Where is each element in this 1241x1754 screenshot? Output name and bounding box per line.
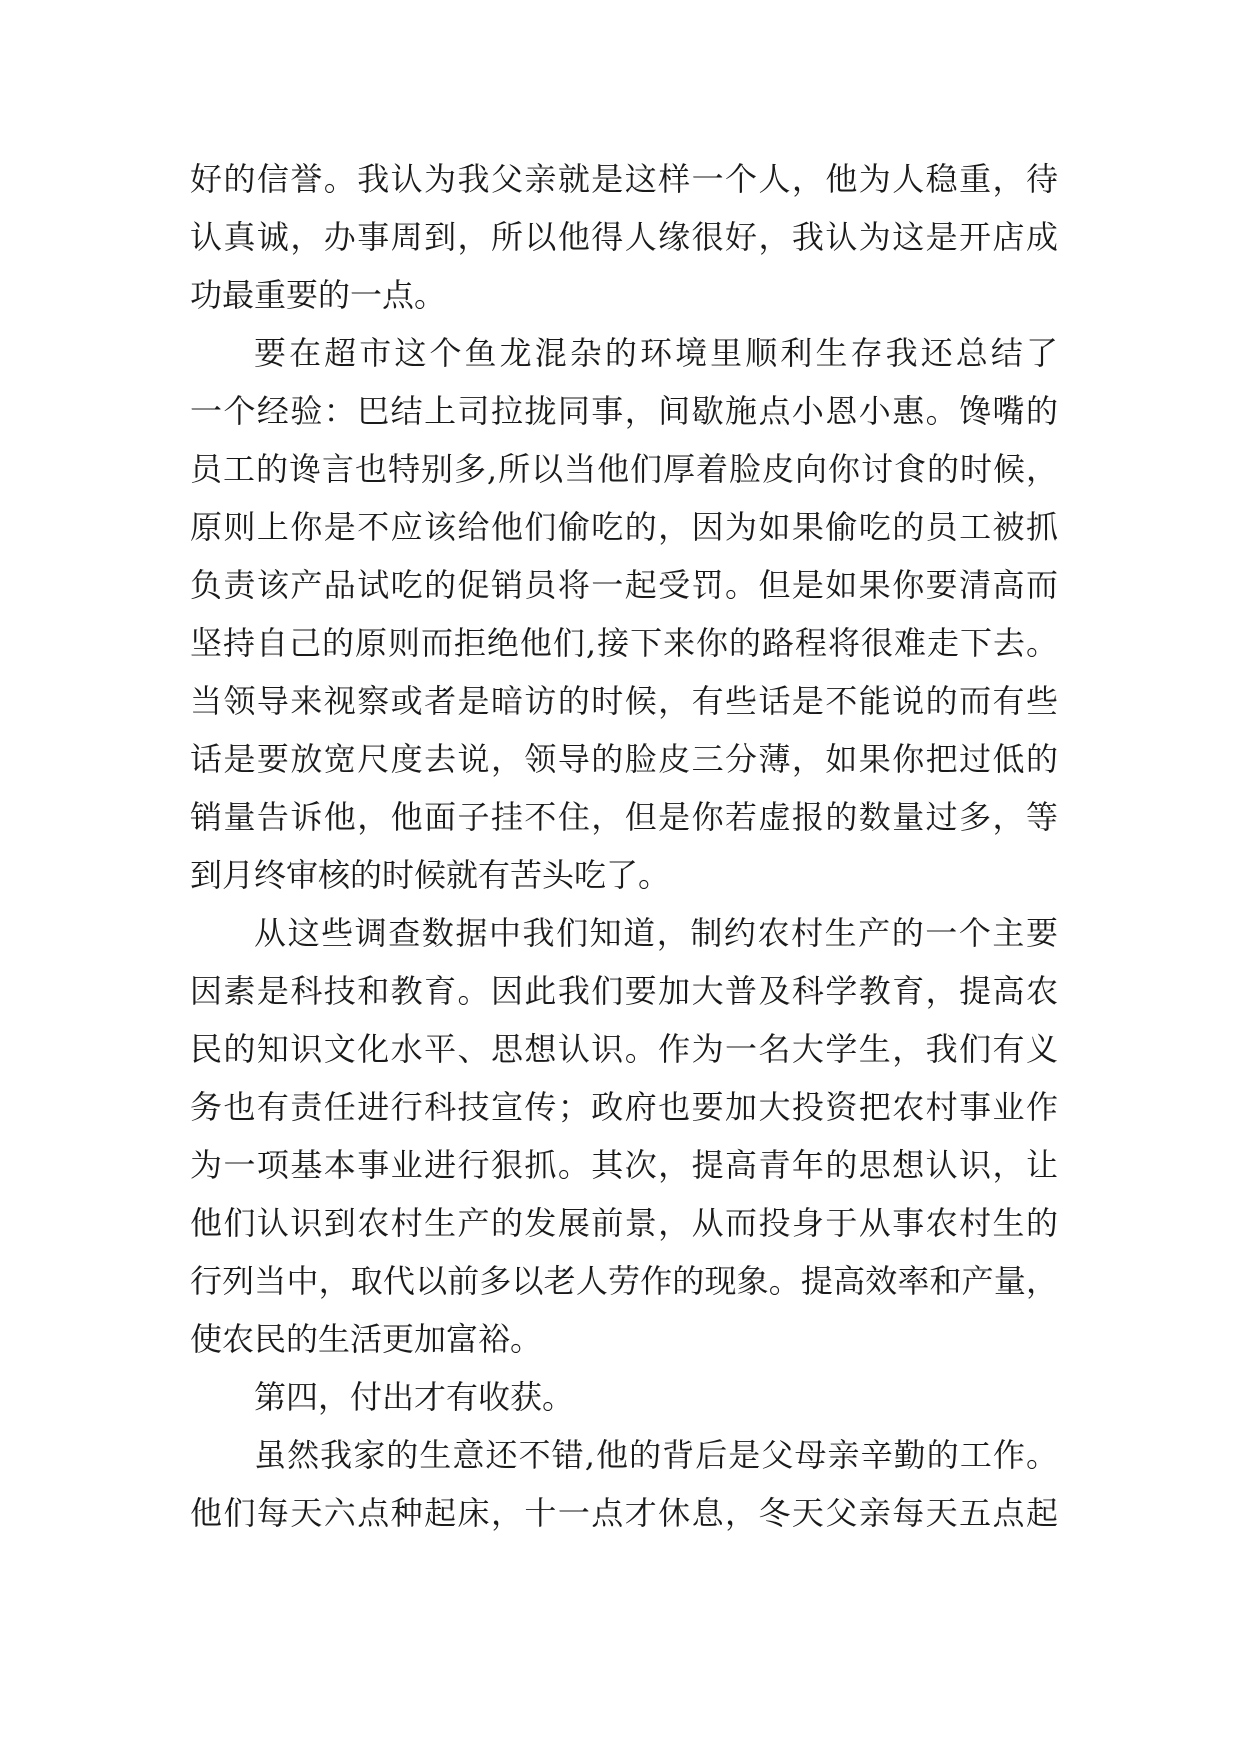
text-line: 到月终审核的时候就有苦头吃了。 — [190, 856, 671, 894]
text-line: 员工的谗言也特别多,所以当他们厚着脸皮向你讨食的时候， — [190, 450, 1058, 488]
paragraph-first-line: 从这些调查数据中我们知道，制约农村生产的一个主要 — [254, 914, 1058, 952]
text-line: 原则上你是不应该给他们偷吃的，因为如果偷吃的员工被抓 — [190, 508, 1058, 546]
text-line: 他们每天六点种起床，十一点才休息，冬天父亲每天五点起 — [190, 1494, 1058, 1532]
text-line: 一个经验：巴结上司拉拢同事，间歇施点小恩小惠。馋嘴的 — [190, 392, 1058, 430]
text-line: 好的信誉。我认为我父亲就是这样一个人，他为人稳重，待 — [190, 160, 1058, 198]
text-line: 功最重要的一点。 — [190, 276, 447, 314]
text-line: 务也有责任进行科技宣传；政府也要加大投资把农村事业作 — [190, 1088, 1058, 1126]
text-line: 他们认识到农村生产的发展前景，从而投身于从事农村生的 — [190, 1204, 1058, 1242]
text-line: 话是要放宽尺度去说，领导的脸皮三分薄，如果你把过低的 — [190, 740, 1058, 778]
text-line: 认真诚，办事周到，所以他得人缘很好，我认为这是开店成 — [190, 218, 1058, 256]
text-line: 为一项基本事业进行狠抓。其次，提高青年的思想认识，让 — [190, 1146, 1058, 1184]
paragraph-first-line: 虽然我家的生意还不错,他的背后是父母亲辛勤的工作。 — [254, 1436, 1058, 1474]
text-line: 民的知识文化水平、思想认识。作为一名大学生，我们有义 — [190, 1030, 1058, 1068]
text-line: 当领导来视察或者是暗访的时候，有些话是不能说的而有些 — [190, 682, 1058, 720]
text-line: 因素是科技和教育。因此我们要加大普及科学教育，提高农 — [190, 972, 1058, 1010]
paragraph-first-line: 要在超市这个鱼龙混杂的环境里顺利生存我还总结了 — [254, 334, 1058, 372]
paragraph-first-line: 第四，付出才有收获。 — [254, 1378, 575, 1416]
body-text — [190, 150, 1058, 1542]
text-line: 行列当中，取代以前多以老人劳作的现象。提高效率和产量， — [190, 1262, 1058, 1300]
text-line: 销量告诉他，他面子挂不住，但是你若虚报的数量过多，等 — [190, 798, 1058, 836]
text-line: 坚持自己的原则而拒绝他们,接下来你的路程将很难走下去。 — [190, 624, 1058, 662]
text-line: 使农民的生活更加富裕。 — [190, 1320, 543, 1358]
text-line: 负责该产品试吃的促销员将一起受罚。但是如果你要清高而 — [190, 566, 1058, 604]
